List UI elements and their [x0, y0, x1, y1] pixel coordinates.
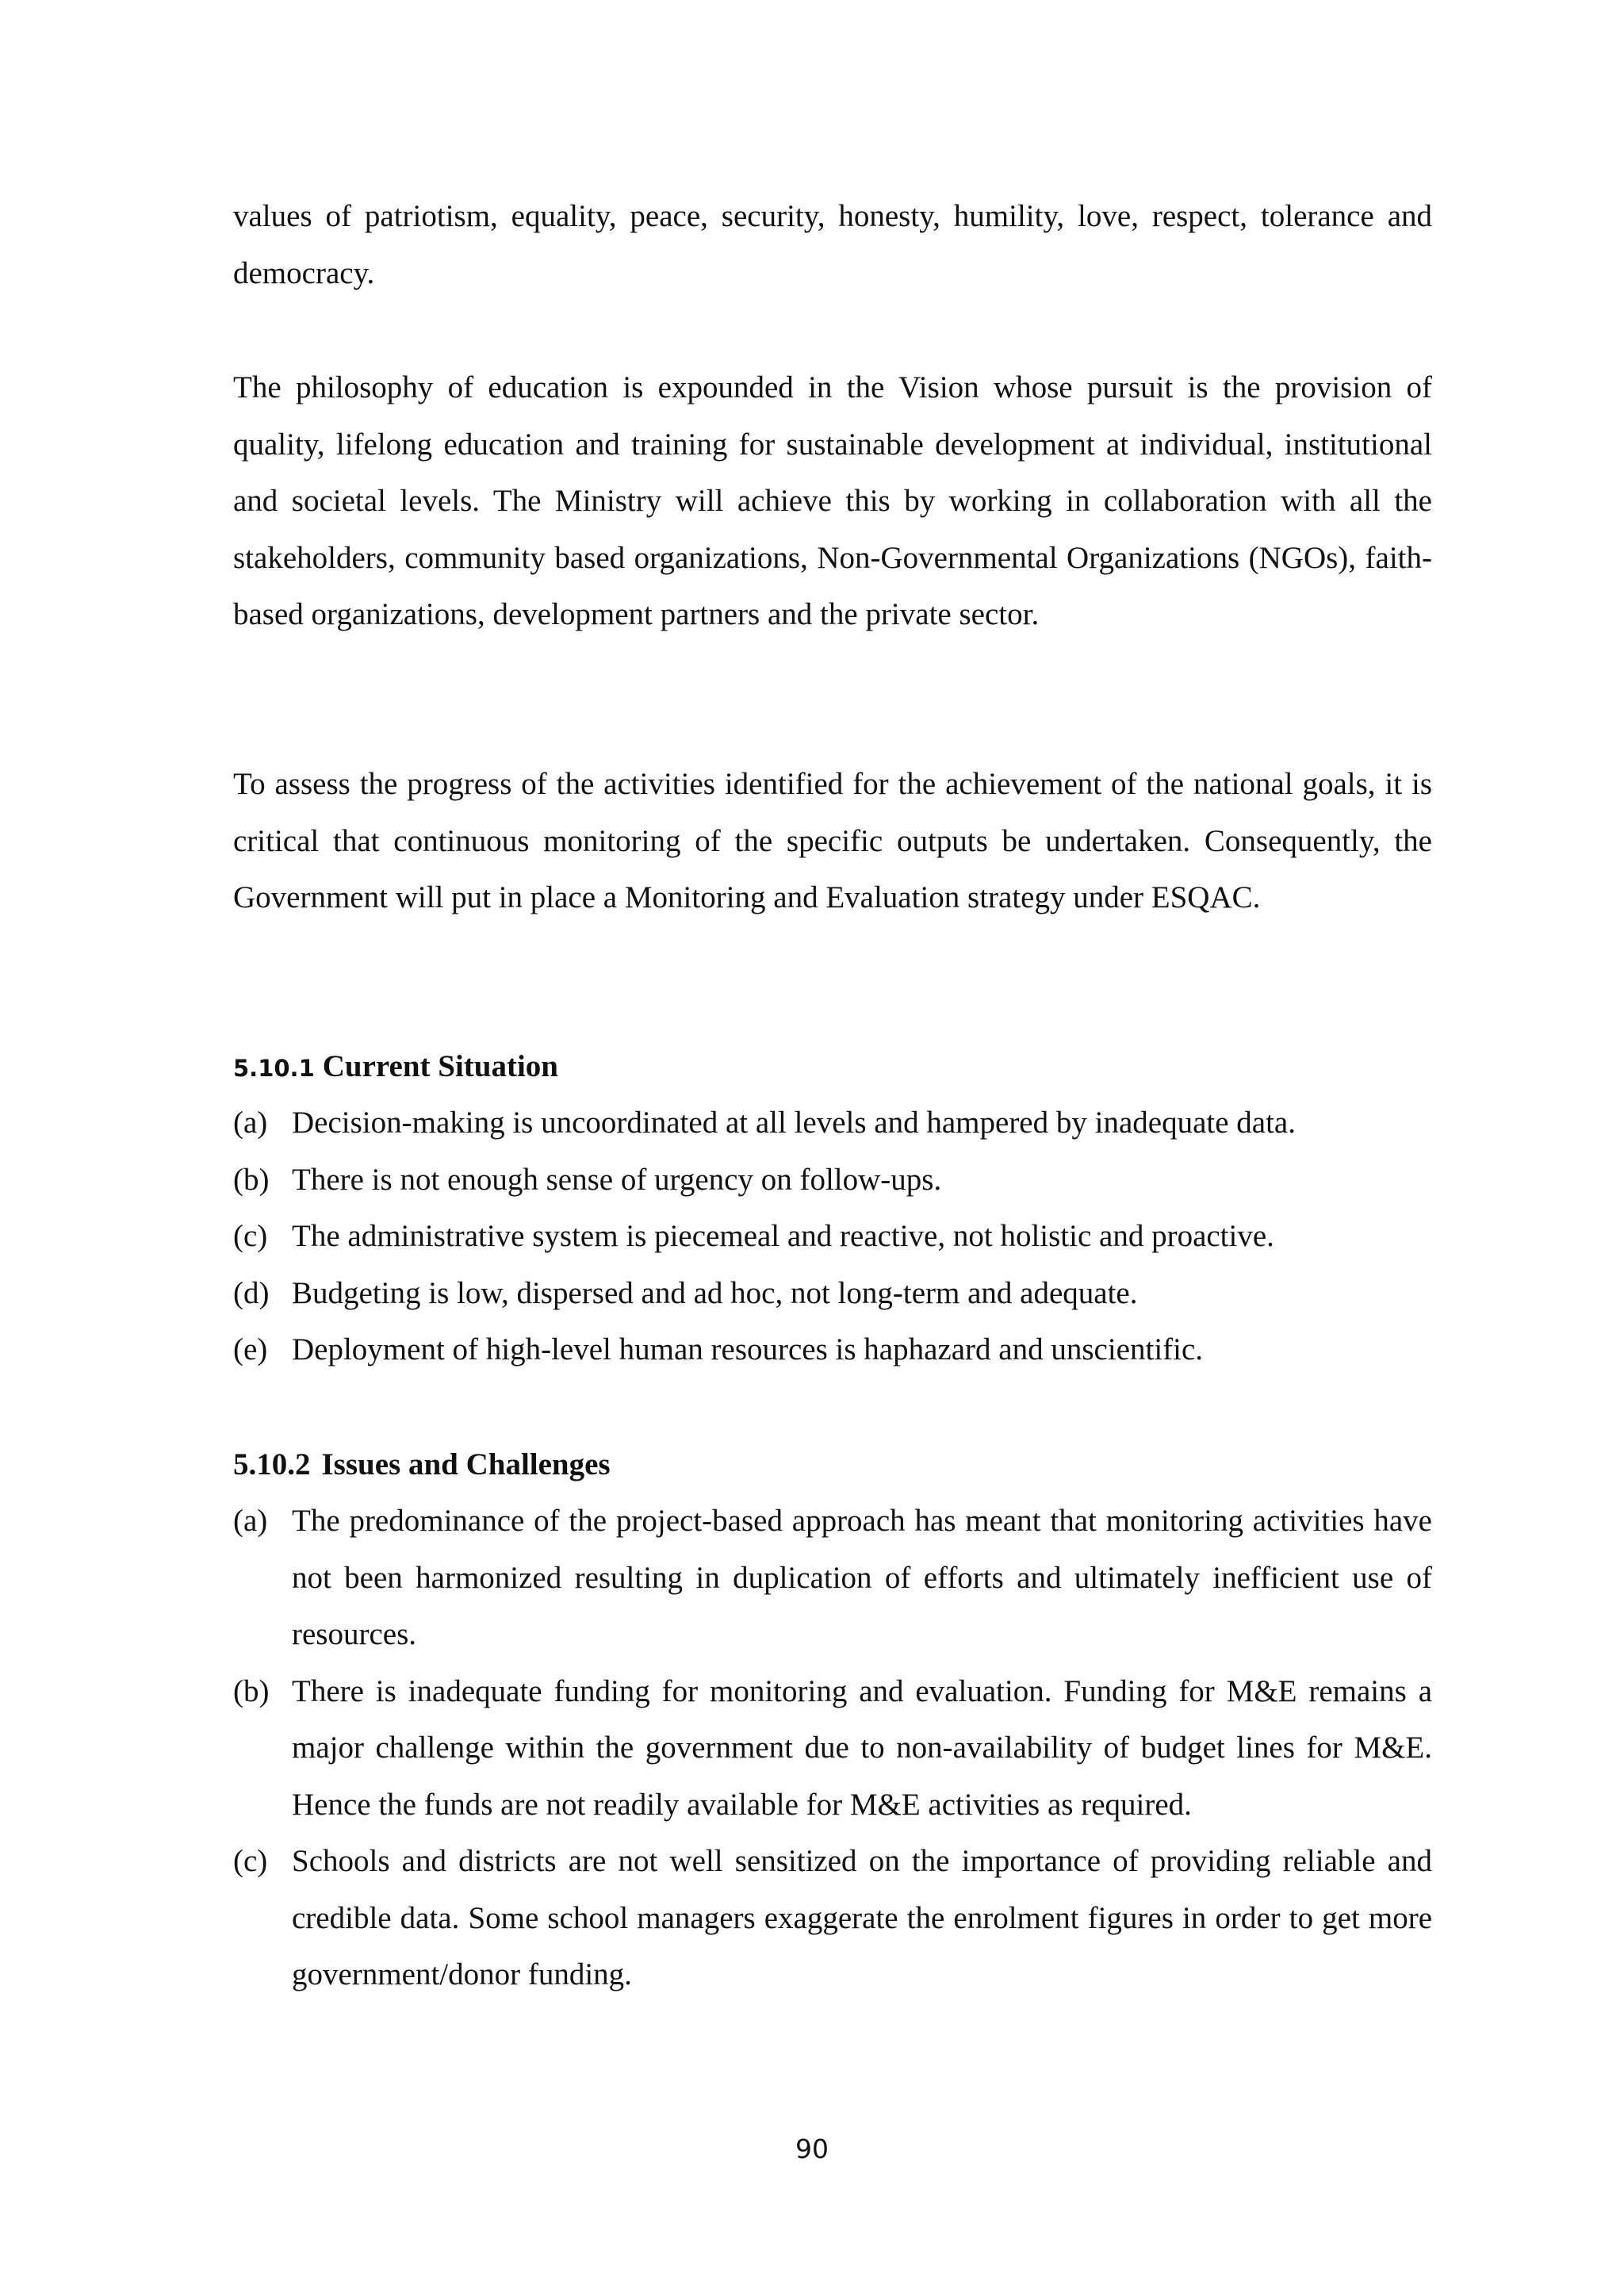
list-item-text: Decision-making is uncoordinated at all levels and hampered by inadequate data.: [292, 1106, 1296, 1140]
list-item-text: The administrative system is piecemeal and reactive, not holistic and proactive.: [292, 1219, 1274, 1253]
list-marker: (b): [233, 1673, 270, 1708]
list-item: [233, 1493, 1432, 1663]
paragraph-assessment: To assess the progress of the activities identified for the achievement of the national goals, it is critical that continuous monitoring of the specific outputs be undertaken. Consequently, the Government will put in place a Monitoring and Evaluation strategy under ESQAC.: [233, 767, 1432, 914]
list-item-text: There is not enough sense of urgency on follow-ups.: [292, 1162, 942, 1197]
issues-challenges-list: [233, 1493, 1432, 2003]
section-title: Issues and Challenges: [321, 1447, 611, 1481]
list-marker: (a): [233, 1504, 268, 1538]
list-marker: (e): [233, 1332, 268, 1366]
list-item: [233, 1094, 1432, 1152]
list-item: [233, 1663, 1432, 1834]
section-number-prefix: 5.10.: [233, 1055, 299, 1082]
list-item: [233, 1265, 1432, 1322]
list-item-text: Deployment of high-level human resources is haphazard and unscientific.: [292, 1332, 1204, 1366]
section-number: [233, 1055, 315, 1082]
list-marker: (c): [233, 1219, 268, 1253]
list-item-text: The predominance of the project-based approach has meant that monitoring activities have not been harmonized resulting in duplication of efforts and ultimately inefficient use of resources.: [292, 1504, 1432, 1651]
list-item: [233, 1152, 1432, 1209]
section-number-suffix: 1: [298, 1055, 315, 1082]
list-marker: (d): [233, 1275, 270, 1310]
section-title: Current Situation: [322, 1049, 558, 1083]
list-item: [233, 1208, 1432, 1265]
current-situation-list: [233, 1094, 1432, 1378]
paragraph-philosophy: The philosophy of education is expounded in the Vision whose pursuit is the provision of quality, lifelong education and training for sustainable development at individual, institutional and societal levels. The Ministry will achieve this by working in collaboration with all the stakeholders, community based organizations, Non-Governmental Organizations (NGOs), faith-based organizations, development partners and the private sector.: [233, 370, 1432, 631]
list-item-text: There is inadequate funding for monitoring and evaluation. Funding for M&E remains a major challenge within the government due to non-availability of budget lines for M&E. Hence the funds are not readily available for M&E activities as required.: [292, 1673, 1432, 1822]
heading-issues-challenges: [233, 1445, 611, 1485]
paragraph-values: values of patriotism, equality, peace, security, honesty, humility, love, respect, tolerance and democracy.: [233, 199, 1432, 290]
list-marker: (b): [233, 1162, 270, 1197]
list-marker: (a): [233, 1106, 268, 1140]
list-item: [233, 1833, 1432, 2003]
heading-current-situation: [233, 1047, 558, 1092]
list-item-text: Schools and districts are not well sensitized on the importance of providing reliable and credible data. Some school managers exaggerate the enrolment figures in order to get more government/donor funding.: [292, 1844, 1432, 1991]
page-number: 90: [795, 2133, 829, 2164]
list-marker: (c): [233, 1844, 268, 1878]
section-number: 5.10.2: [233, 1447, 311, 1481]
list-item: [233, 1321, 1432, 1378]
list-item-text: Budgeting is low, dispersed and ad hoc, not long-term and adequate.: [292, 1275, 1138, 1310]
